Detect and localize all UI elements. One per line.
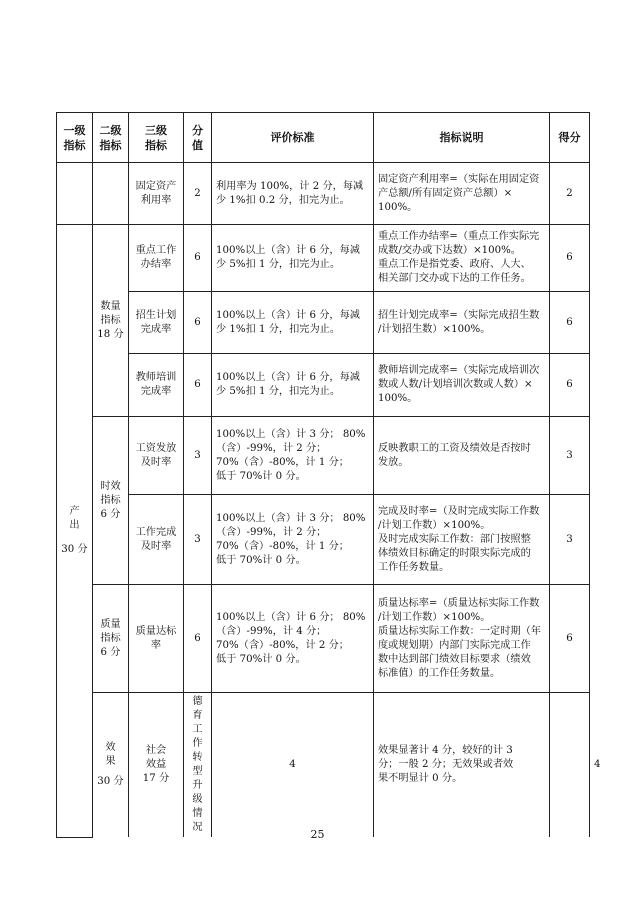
indicator-description: 质量达标率=（质量达标实际工作数 /计划工作数）×100%。 质量达标实际工作数：一定时期（年 度或规划期）内部门实际完成工作 数中达到部门绩效目标要求（绩效 标准值）的工作任务数量。 <box>374 585 550 693</box>
indicator-name: 招生计划 完成率 <box>129 292 184 354</box>
indicator-score: 6 <box>184 292 212 354</box>
indicator-score: 3 <box>184 417 212 495</box>
indicator-description-empty <box>550 693 590 838</box>
indicator-score: 6 <box>184 585 212 693</box>
indicator-criteria: 100%以上（含）计 6 分； 80% （含）-99%，计 4 分； 70%（含）-80%，计 2 分； 低于 70%计 0 分。 <box>212 585 374 693</box>
indicator-score: 2 <box>184 163 212 225</box>
indicator-description: 反映教职工的工资及绩效是否按时 发放。 <box>374 417 550 495</box>
indicator-name: 工作完成 及时率 <box>129 495 184 585</box>
indicator-score: 6 <box>184 225 212 292</box>
indicator-criteria: 100%以上（含）计 6 分，每减 少 5%扣 1 分，扣完为止。 <box>212 354 374 417</box>
indicator-criteria: 100%以上（含）计 3 分； 80% （含）-99%，计 2 分； 70%（含）-80%，计 1 分； 低于 70%计 0 分。 <box>212 417 374 495</box>
table-row <box>57 354 590 417</box>
group-timeliness: 时效 指标 6 分 <box>93 417 129 585</box>
cell-level2-empty <box>93 163 129 225</box>
header-criteria: 评价标准 <box>212 113 374 163</box>
indicator-criteria: 100%以上（含）计 6 分，每减 少 5%扣 1 分，扣完为止。 <box>212 225 374 292</box>
indicator-score: 6 <box>184 354 212 417</box>
table-row <box>57 495 590 585</box>
indicator-name: 质量达标 率 <box>129 585 184 693</box>
indicator-criteria: 100%以上（含）计 6 分，每减 少 1%扣 1 分，扣完为止。 <box>212 292 374 354</box>
header-score: 分 值 <box>184 113 212 163</box>
indicator-description: 教师培训完成率=（实际完成培训次 数或人数/计划培训次数或人数）× 100%。 <box>374 354 550 417</box>
table-row <box>57 163 590 225</box>
indicator-result: 3 <box>550 495 590 585</box>
header-level1: 一级 指标 <box>57 113 93 163</box>
indicator-description: 重点工作办结率=（重点工作实际完 成数/交办或下达数）×100%。 重点工作是指党委、政府、人大、 相关部门交办或下达的工作任务。 <box>374 225 550 292</box>
indicator-score: 4 <box>212 693 374 838</box>
indicator-score: 3 <box>184 495 212 585</box>
table-header-row <box>57 113 590 163</box>
indicator-description: 完成及时率=（及时完成实际工作数 /计划工作数）×100%。 及时完成实际工作数：部门按照整 体绩效目标确定的时限实际完成的 工作任务数量。 <box>374 495 550 585</box>
indicator-result: 6 <box>550 354 590 417</box>
table-row: 效 果 30 分 社会 效益 17 分 德育工作 转型升级 情况 4 效果显著计 4 分，较好的计 3 分；一般 2 分；无效果或者效 果不明显计 0 分。 4 <box>57 693 590 838</box>
table-row <box>57 417 590 495</box>
indicator-result: 6 <box>550 292 590 354</box>
indicator-name: 固定资产 利用率 <box>129 163 184 225</box>
cell-level1-empty <box>57 163 93 225</box>
indicator-result: 3 <box>550 417 590 495</box>
group-output: 产 出 30 分 <box>57 225 93 838</box>
indicator-name: 教师培训 完成率 <box>129 354 184 417</box>
page-number: 25 <box>310 828 325 841</box>
group-quantity: 数量 指标 18 分 <box>93 225 129 417</box>
indicator-result: 2 <box>550 163 590 225</box>
indicator-result: 6 <box>550 225 590 292</box>
group-effect: 效 果 30 分 <box>93 693 129 838</box>
indicator-name: 重点工作 办结率 <box>129 225 184 292</box>
indicator-name: 工资发放 及时率 <box>129 417 184 495</box>
indicator-criteria: 利用率为 100%，计 2 分，每减 少 1%扣 0.2 分，扣完为止。 <box>212 163 374 225</box>
header-description: 指标说明 <box>374 113 550 163</box>
indicator-criteria: 效果显著计 4 分，较好的计 3 分；一般 2 分；无效果或者效 果不明显计 0 分。 <box>374 693 550 838</box>
indicator-result: 6 <box>550 585 590 693</box>
indicator-description: 招生计划完成率=（实际完成招生数 /计划招生数）×100%。 <box>374 292 550 354</box>
group-social: 社会 效益 17 分 <box>129 693 184 838</box>
evaluation-table <box>56 112 601 838</box>
header-level2: 二级 指标 <box>93 113 129 163</box>
header-result: 得分 <box>550 113 590 163</box>
group-quality: 质量 指标 6 分 <box>93 585 129 693</box>
indicator-criteria: 100%以上（含）计 3 分； 80% （含）-99%，计 2 分； 70%（含）-80%，计 1 分； 低于 70%计 0 分。 <box>212 495 374 585</box>
header-level3: 三级 指标 <box>129 113 184 163</box>
table-row <box>57 585 590 693</box>
table-row <box>57 225 590 292</box>
indicator-name: 德育工作 转型升级 情况 <box>184 693 212 838</box>
table-row <box>57 292 590 354</box>
indicator-description: 固定资产利用率=（实际在用固定资 产总额/所有固定资产总额）× 100%。 <box>374 163 550 225</box>
